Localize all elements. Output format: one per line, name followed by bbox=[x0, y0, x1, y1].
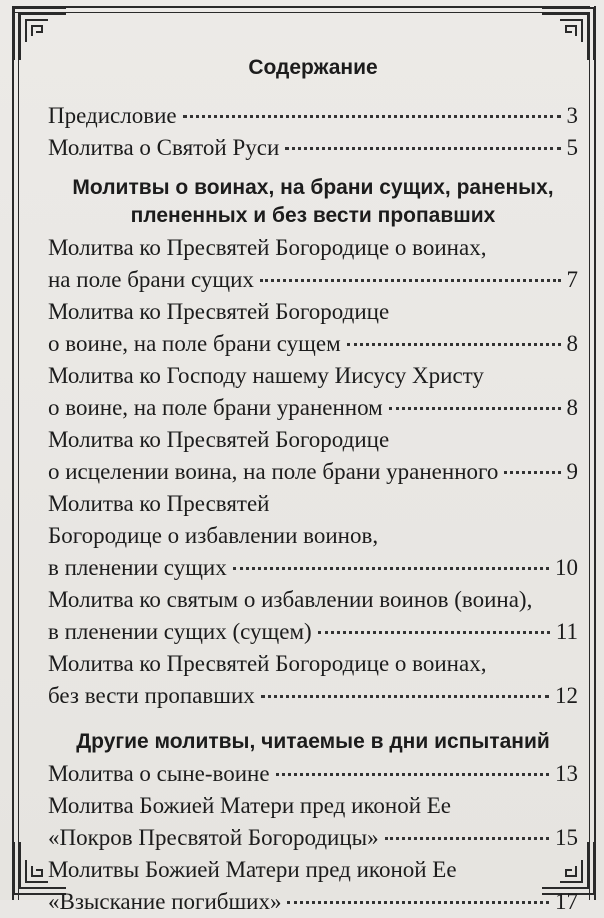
toc-entry-text: Молитвы Божией Матери пред иконой Ее bbox=[48, 857, 457, 882]
toc-page-number: 5 bbox=[566, 135, 578, 160]
section-title bbox=[48, 728, 578, 756]
toc-entry-text: Молитва ко Пресвятей Богородице bbox=[48, 427, 390, 452]
dot-leader bbox=[285, 147, 560, 150]
frame-border-left-inner bbox=[18, 12, 19, 900]
section-title-line: Молитвы о воинах, на брани сущих, раненых, bbox=[72, 176, 554, 199]
toc-entry-text: без вести пропавших bbox=[48, 683, 255, 708]
toc-page-number: 17 bbox=[555, 889, 578, 914]
dot-leader bbox=[260, 279, 561, 282]
toc-page-number: 7 bbox=[566, 267, 578, 292]
toc-page-number: 3 bbox=[566, 103, 578, 128]
toc-entry-text: «Взыскание погибших» bbox=[48, 889, 282, 914]
frame-border-top-inner bbox=[14, 12, 590, 13]
toc-entry-text: в пленении сущих bbox=[48, 555, 227, 580]
toc-entry[interactable] bbox=[48, 132, 578, 164]
dot-leader bbox=[318, 631, 550, 634]
toc-entry-text: о исцелении воина, на поле брани ураненного bbox=[48, 459, 499, 484]
dot-leader bbox=[287, 901, 549, 904]
dot-leader bbox=[233, 567, 549, 570]
section-title-line: Другие молитвы, читаемые в дни испытаний bbox=[76, 730, 550, 753]
toc-entry-text: о воине, на поле брани сущем bbox=[48, 331, 341, 356]
toc-entry[interactable] bbox=[48, 232, 578, 296]
toc-entry-text: Молитва ко Пресвятей Богородице bbox=[48, 299, 390, 324]
toc-entry-text: Богородице о избавлении воинов, bbox=[48, 523, 379, 548]
section-title-line: плененных и без вести пропавших bbox=[130, 204, 496, 227]
toc-entry-text: Молитва ко Пресвятей bbox=[48, 491, 270, 516]
toc-entry[interactable] bbox=[48, 584, 578, 648]
dot-leader bbox=[389, 407, 561, 410]
toc-entry[interactable] bbox=[48, 790, 578, 854]
dot-leader bbox=[504, 471, 560, 474]
toc-page-number: 10 bbox=[555, 555, 578, 580]
toc-page-number: 11 bbox=[555, 619, 578, 644]
toc-entry[interactable] bbox=[48, 854, 578, 918]
toc-entry[interactable] bbox=[48, 296, 578, 360]
toc-entry-text: Молитва о сыне-воине bbox=[48, 761, 270, 786]
section-title bbox=[48, 174, 578, 230]
toc-page-number: 8 bbox=[566, 331, 578, 356]
table-of-contents bbox=[48, 50, 578, 918]
toc-entry-text: Молитва о Святой Руси bbox=[48, 135, 280, 160]
frame-border-right-inner bbox=[589, 12, 590, 900]
toc-entry-text: Молитва Божией Матери пред иконой Ее bbox=[48, 793, 452, 818]
frame-border-left bbox=[12, 6, 14, 900]
toc-entry[interactable] bbox=[48, 424, 578, 488]
toc-entry[interactable] bbox=[48, 488, 578, 584]
dot-leader bbox=[276, 773, 549, 776]
toc-page-number: 12 bbox=[555, 683, 578, 708]
toc-entry[interactable] bbox=[48, 758, 578, 790]
toc-title: Содержание bbox=[248, 56, 378, 79]
frame-border-right bbox=[594, 6, 596, 900]
toc-entry-text: Молитва ко Пресвятей Богородице о воинах, bbox=[48, 235, 487, 260]
toc-entry[interactable] bbox=[48, 360, 578, 424]
toc-entry-text: на поле брани сущих bbox=[48, 267, 254, 292]
toc-page-number: 13 bbox=[555, 761, 578, 786]
toc-entry-text: Молитва ко святым о избавлении воинов (воина), bbox=[48, 587, 533, 612]
frame-border-top bbox=[14, 6, 590, 8]
toc-entry[interactable] bbox=[48, 648, 578, 712]
toc-entry-text: Молитва ко Господу нашему Иисусу Христу bbox=[48, 363, 484, 388]
toc-entry-text: о воине, на поле брани ураненном bbox=[48, 395, 383, 420]
toc-entry-text: Молитва ко Пресвятей Богородице о воинах, bbox=[48, 651, 487, 676]
toc-page-number: 9 bbox=[566, 459, 578, 484]
dot-leader bbox=[347, 343, 561, 346]
toc-entry-text: Предисловие bbox=[48, 103, 177, 128]
toc-entry[interactable] bbox=[48, 100, 578, 132]
toc-entry-text: в пленении сущих (сущем) bbox=[48, 619, 312, 644]
toc-entry-text: «Покров Пресвятой Богородицы» bbox=[48, 825, 379, 850]
toc-page-number: 15 bbox=[555, 825, 578, 850]
dot-leader bbox=[183, 115, 561, 118]
dot-leader bbox=[261, 695, 549, 698]
toc-page-number: 8 bbox=[566, 395, 578, 420]
dot-leader bbox=[385, 837, 549, 840]
